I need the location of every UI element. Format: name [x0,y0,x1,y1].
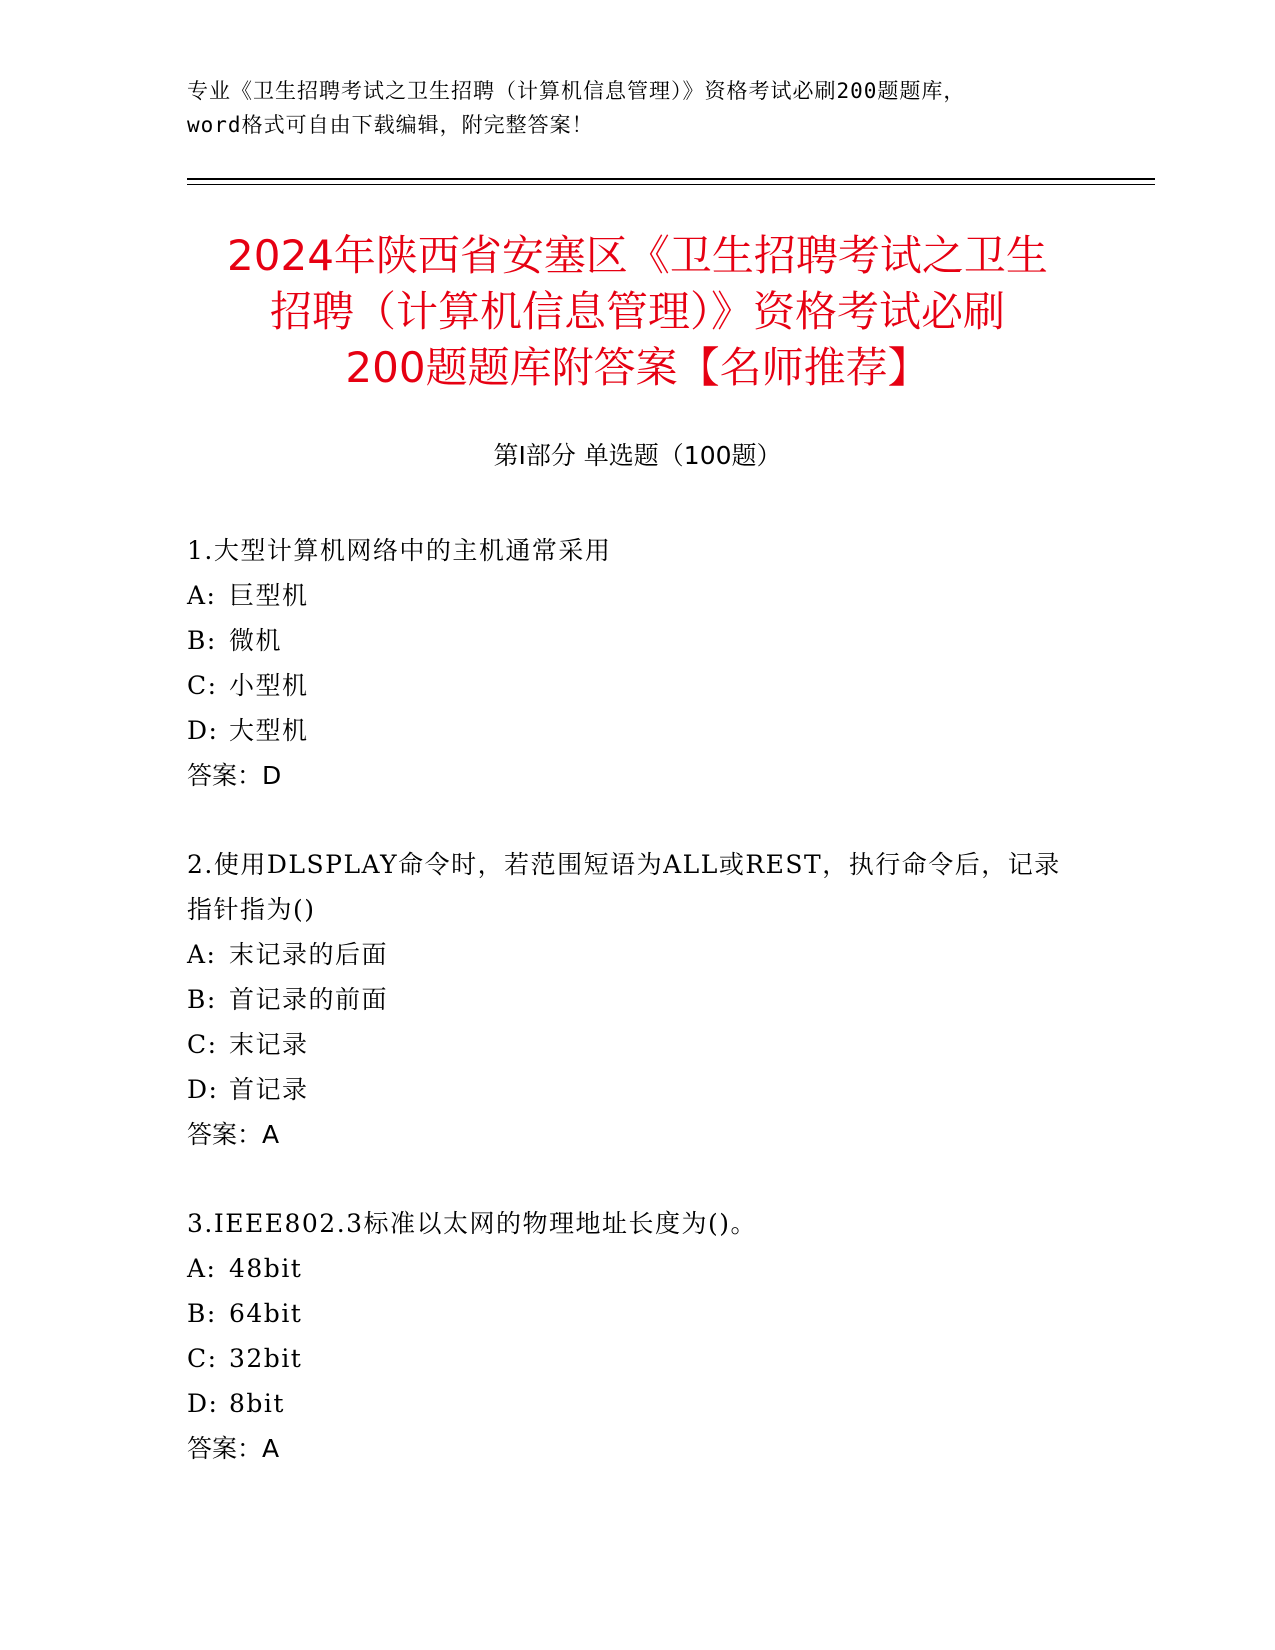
option-text: 32bit [229,1344,303,1373]
title-line-1: 2024年陕西省安塞区《卫生招聘考试之卫生 [227,231,1048,280]
option-text: 8bit [229,1389,285,1418]
option-text: 末记录的后面 [229,940,389,969]
option-c [187,663,1087,708]
document-title [150,228,1125,396]
question-1 [187,528,1087,798]
option-key: A: [187,1254,217,1283]
option-key: C: [187,1030,218,1059]
title-line-3: 200题题库附答案【名师推荐】 [345,343,930,392]
option-a [187,932,1087,977]
option-text: 微机 [229,626,283,655]
question-list [187,528,1087,1515]
answer: 答案：A [187,1120,280,1149]
option-b [187,977,1087,1022]
question-text: 2.使用DLSPLAY命令时，若范围短语为ALL或REST，执行命令后，记录指针指为() [187,850,1061,924]
option-b [187,1291,1087,1336]
option-text: 小型机 [229,671,309,700]
option-key: C: [187,671,218,700]
question-text: 3.IEEE802.3标准以太网的物理地址长度为()。 [187,1209,758,1238]
option-key: B: [187,626,217,655]
section-heading: 第Ⅰ部分 单选题（100题） [493,441,782,470]
option-a [187,1246,1087,1291]
header-note [187,74,1087,142]
option-key: D: [187,1075,219,1104]
title-line-2: 招聘（计算机信息管理）》资格考试必刷 [269,287,1005,336]
question-2 [187,842,1087,1157]
header-note-line-1: 专业《卫生招聘考试之卫生招聘（计算机信息管理）》资格考试必刷200题题库， [187,79,966,103]
header-rule-thick [187,178,1155,180]
option-text: 64bit [229,1299,303,1328]
option-d [187,1067,1087,1112]
option-text: 48bit [229,1254,303,1283]
option-text: 大型机 [229,716,309,745]
option-text: 首记录 [229,1075,309,1104]
question-text: 1.大型计算机网络中的主机通常采用 [187,536,612,565]
option-key: B: [187,985,217,1014]
option-d [187,1381,1087,1426]
answer: 答案：A [187,1434,280,1463]
option-c [187,1022,1087,1067]
option-text: 巨型机 [229,581,309,610]
question-3 [187,1201,1087,1471]
option-key: C: [187,1344,218,1373]
option-key: B: [187,1299,217,1328]
option-key: D: [187,1389,219,1418]
header-note-line-2: word格式可自由下载编辑，附完整答案！ [187,113,594,137]
option-c [187,1336,1087,1381]
header-rule-thin [187,184,1155,185]
option-b [187,618,1087,663]
option-key: A: [187,940,217,969]
option-key: A: [187,581,217,610]
option-text: 首记录的前面 [229,985,389,1014]
option-text: 末记录 [229,1030,309,1059]
option-d [187,708,1087,753]
answer: 答案：D [187,761,282,790]
option-a [187,573,1087,618]
option-key: D: [187,716,219,745]
